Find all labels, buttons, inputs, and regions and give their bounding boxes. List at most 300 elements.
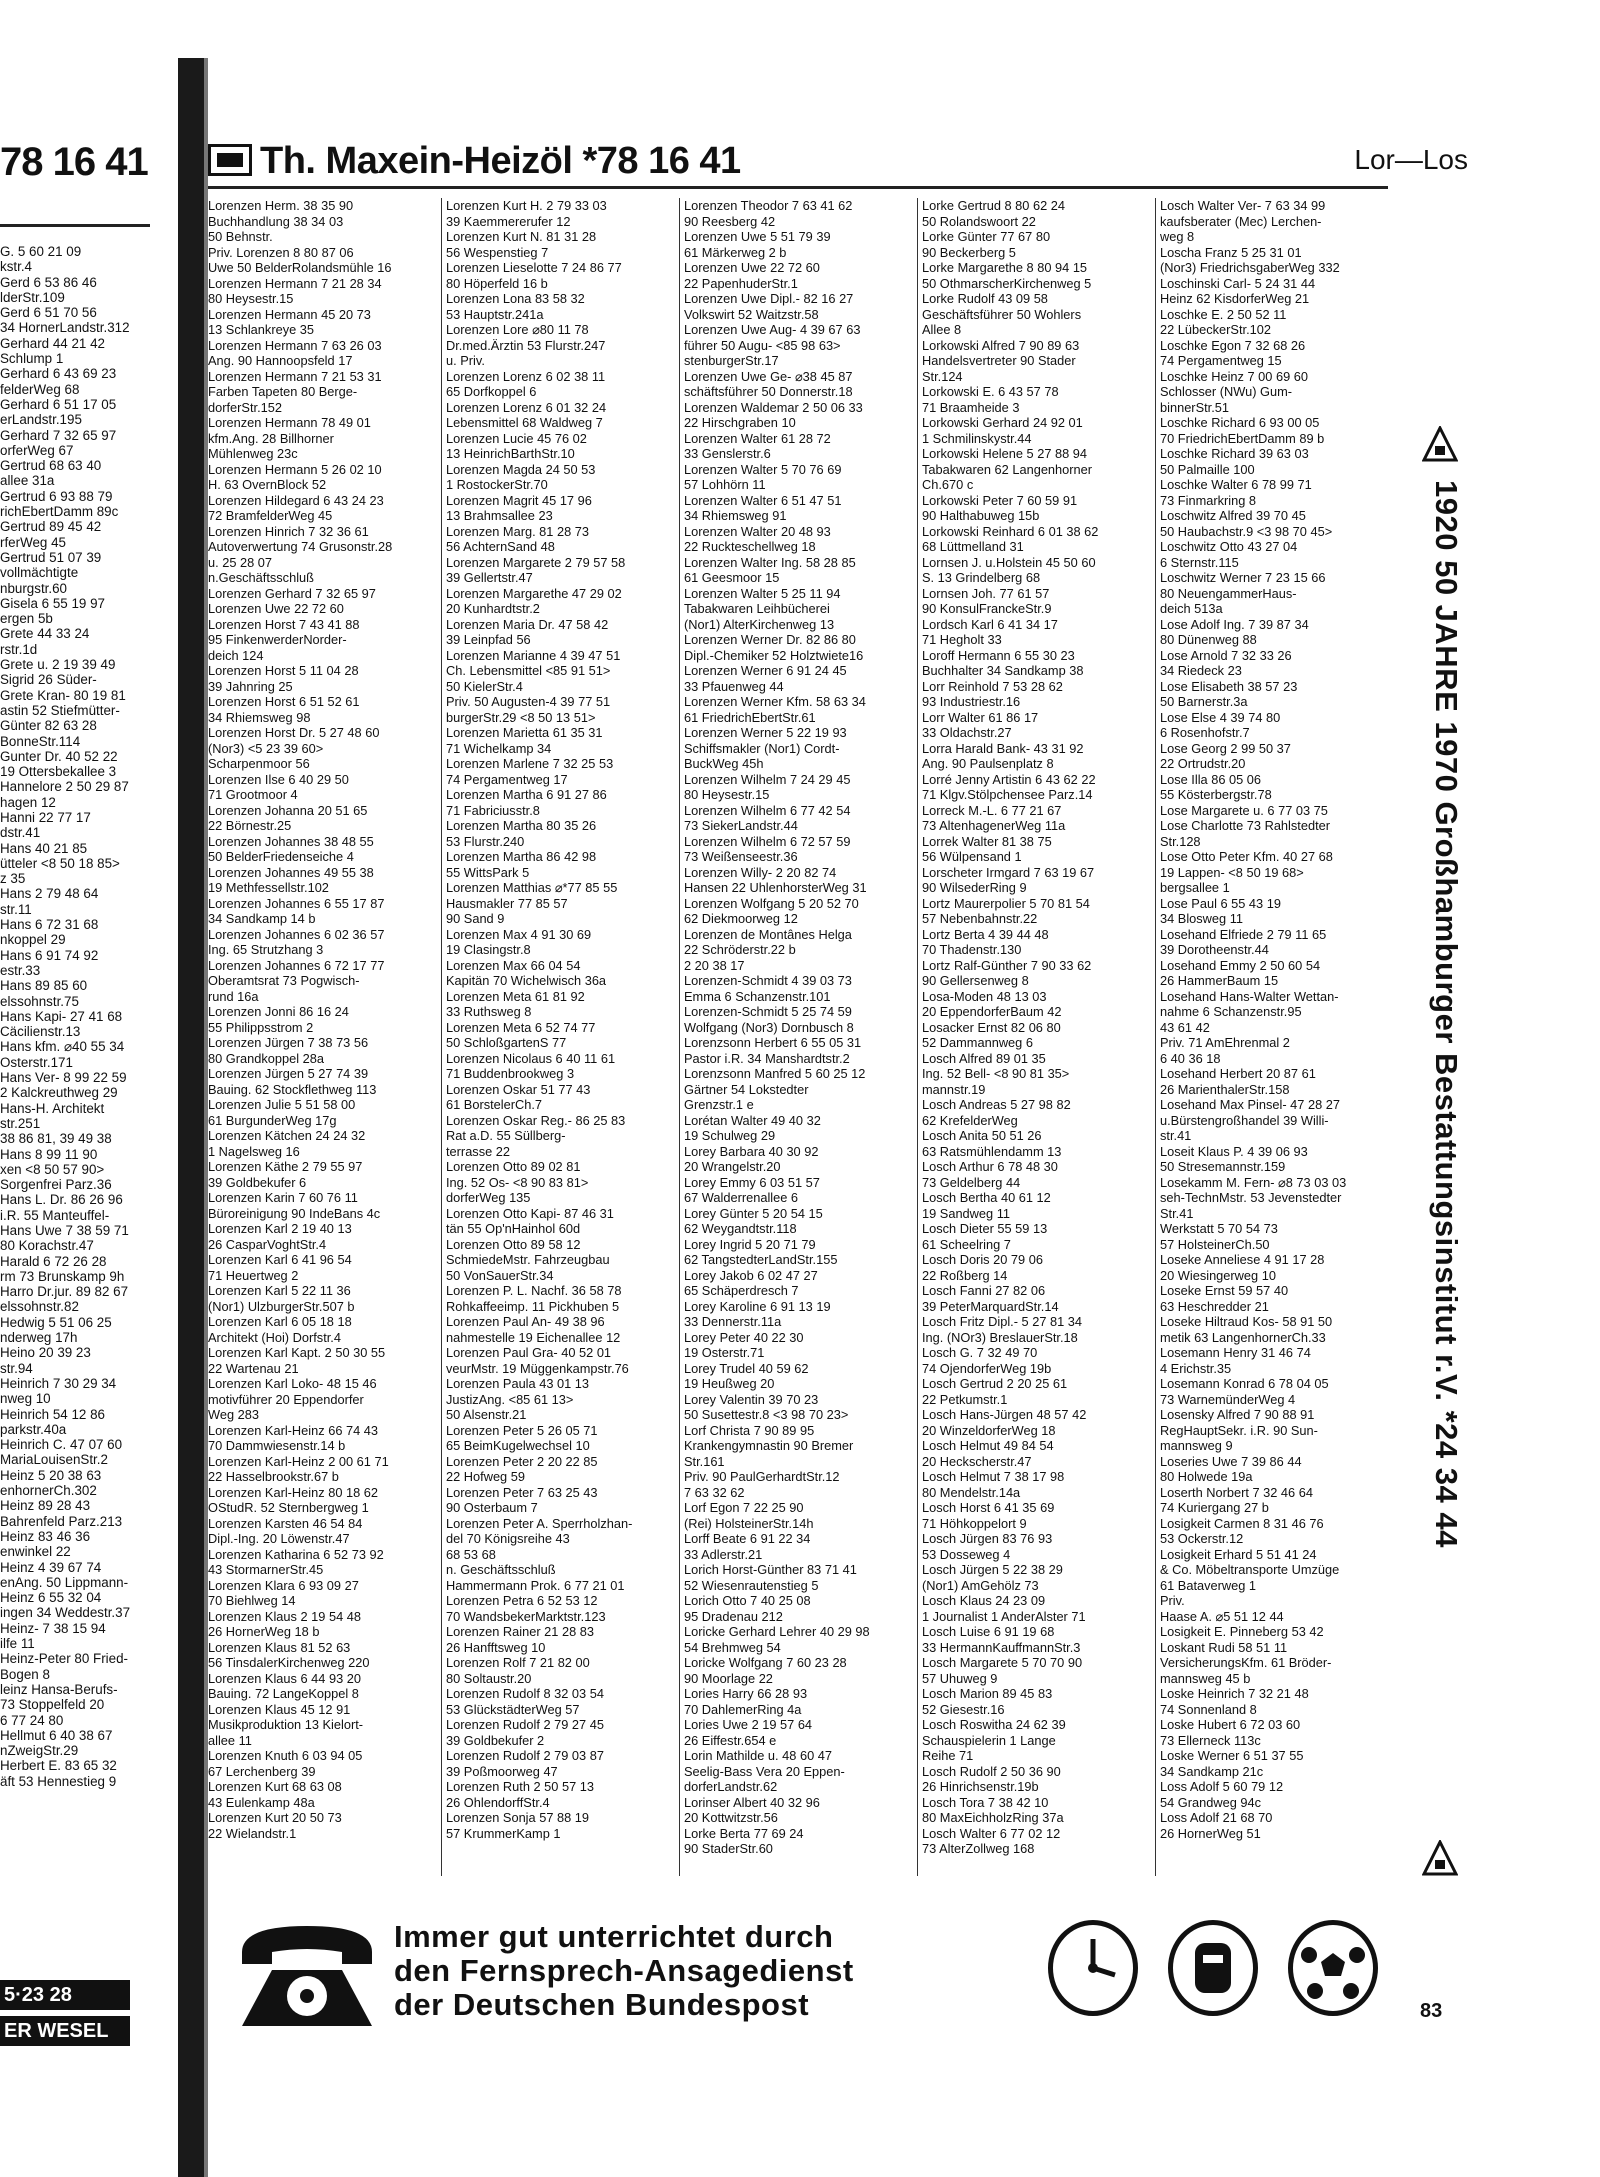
directory-entry-line: 34 Blosweg 11 (1160, 911, 1243, 926)
directory-entry-line: Lorenzen Kurt 20 50 73 (208, 1810, 342, 1825)
directory-entry-line: Lose Illa 86 05 06 (1160, 771, 1262, 787)
directory-entry-line: Loschinski Carl- 5 24 31 44 (1160, 275, 1316, 291)
directory-entry-line: Lorenzen Max 4 91 30 69 (446, 926, 592, 942)
directory-entry-line: Lorey Valentin 39 70 23 (684, 1391, 819, 1407)
directory-entry-line: Lorey Trudel 40 59 62 (684, 1360, 809, 1376)
directory-entry-line: 63 Heschredder 21 (1160, 1298, 1269, 1314)
directory-entry-line: Lorenzen Hermann 7 21 53 31 (208, 368, 382, 384)
bundespost-ad (208, 1912, 1388, 2032)
left-entry-line: Schlump 1 (0, 351, 64, 367)
left-entry-line: Heinz 83 46 36 (0, 1528, 91, 1544)
directory-entry-line: Haase A. ⌀5 51 12 44 (1160, 1608, 1284, 1624)
directory-column-4 (922, 198, 1150, 1876)
directory-entry-line: burgerStr.29 <8 50 13 51> (446, 709, 596, 725)
left-entry-line: hagen 12 (0, 794, 56, 810)
left-entry-line: 19 Ottersbekallee 3 (0, 764, 117, 780)
ad-line-3: der Deutschen Bundespost (394, 1987, 810, 2022)
directory-entry-line: Lornsen J. u.Holstein 45 50 60 (922, 554, 1096, 570)
directory-entry-line: Lorenzen Johannes 49 55 38 (208, 864, 374, 880)
directory-entry-line: Losch Hans-Jürgen 48 57 42 (922, 1407, 1087, 1422)
directory-entry-line: 74 Kuriergang 27 b (1160, 1500, 1269, 1515)
directory-entry-line: Lorenzen Margarethe 47 29 02 (446, 585, 622, 601)
directory-entry-line: 39 Goldbekufer 6 (208, 1174, 307, 1190)
directory-entry-line: Lorkowski E. 6 43 57 78 (922, 384, 1059, 399)
football-icon (1288, 1920, 1378, 2016)
directory-entry-line: Loricke Wolfgang 7 60 23 28 (684, 1655, 847, 1670)
directory-entry-line: Lorenzen Rudolf 8 32 03 54 (446, 1686, 604, 1701)
directory-entry-line: 52 Giesestr.16 (922, 1701, 1005, 1717)
directory-entry-line: n.Geschäftsschluß (208, 570, 314, 585)
directory-entry-line: Lorenzen Hinrich 7 32 36 61 (208, 523, 369, 539)
directory-entry-line: Losch Doris 20 79 06 (922, 1252, 1043, 1267)
directory-entry-line: 70 Biehlweg 14 (208, 1593, 296, 1608)
left-entry-line: Bahrenfeld Parz.213 (0, 1513, 123, 1529)
directory-entry-line: Losch Arthur 6 78 48 30 (922, 1159, 1058, 1174)
left-entry-line: Hellmut 6 40 38 67 (0, 1727, 113, 1743)
left-entry-line: Heinz-Peter 80 Fried- (0, 1651, 129, 1667)
directory-entry-line: H. 63 OvernBlock 52 (208, 477, 327, 492)
ad-line-1: Immer gut unterrichtet durch (394, 1919, 834, 1954)
left-entry-line: G. 5 60 21 09 (0, 244, 82, 259)
directory-entry-line: 50 SchloßgartenS 77 (446, 1035, 567, 1050)
directory-entry-line: 71 Braamheide 3 (922, 399, 1020, 415)
directory-entry-line: Lorenzen Karl 5 22 11 36 (208, 1283, 351, 1298)
directory-entry-line: Farben Tapeten 80 Berge- (208, 384, 358, 399)
directory-entry-line: 50 VonSauerStr.34 (446, 1267, 554, 1283)
directory-entry-line: führer 50 Augu- <85 98 63> (684, 337, 841, 353)
directory-entry-line: 54 Grandweg 94c (1160, 1794, 1262, 1810)
directory-entry-line: 57 KrummerKamp 1 (446, 1825, 561, 1841)
left-entry-line: parkstr.40a (0, 1421, 67, 1437)
left-entry-line: rm 73 Brunskamp 9h (0, 1268, 125, 1284)
left-entry-line: Gunter Dr. 40 52 22 (0, 748, 118, 764)
directory-entry-line: Uwe 50 BelderRolandsmühle 16 (208, 260, 392, 275)
directory-entry-line: Lorenzen Max 66 04 54 (446, 957, 581, 973)
triangle-logo-icon (1422, 426, 1458, 462)
directory-entry-line: Lose Charlotte 73 Rahlstedter (1160, 818, 1331, 833)
directory-entry-line: 80 NeuengammerHaus- (1160, 585, 1297, 601)
directory-entry-line: Lorenzen Johannes 6 55 17 87 (208, 895, 385, 911)
directory-entry-line: 19 Sandweg 11 (922, 1205, 1010, 1221)
directory-entry-line: weg 8 (1160, 229, 1195, 244)
directory-entry-line: 90 StaderStr.60 (684, 1841, 773, 1856)
directory-entry-line: Lorenzen Jonni 86 16 24 (208, 1004, 349, 1019)
directory-entry-line: Lorenzen Rudolf 2 79 27 45 (446, 1717, 604, 1732)
directory-entry-line: Wolfgang (Nor3) Dornbusch 8 (684, 1019, 854, 1035)
directory-entry-line: Rat a.D. 55 Süllberg- (446, 1128, 566, 1143)
directory-entry-line: 90 Halthabuweg 15b (922, 508, 1040, 523)
directory-entry-line: dorferWeg 135 (446, 1190, 531, 1205)
directory-entry-line: 73 WarnemünderWeg 4 (1160, 1391, 1296, 1407)
directory-entry-line: 67 Lerchenberg 39 (208, 1763, 316, 1779)
directory-entry-line: Ing. 52 Bell- <8 90 81 35> (922, 1066, 1070, 1081)
directory-entry-line: Werkstatt 5 70 54 73 (1160, 1221, 1278, 1236)
left-entry-line: Hans 89 85 60 (0, 978, 88, 994)
directory-entry-line: Lorenzen Karl-Heinz 66 74 43 (208, 1422, 379, 1438)
directory-entry-line: Loske Heinrich 7 32 21 48 (1160, 1686, 1309, 1701)
directory-entry-line: Losch Alfred 89 01 35 (922, 1050, 1046, 1066)
directory-entry-line: Lorenzen Werner Kfm. 58 63 34 (684, 694, 866, 709)
left-entry-line: Heinz- 7 38 15 94 (0, 1620, 106, 1636)
directory-entry-line: 80 Mendelstr.14a (922, 1484, 1021, 1500)
directory-entry-line: dorferStr.152 (208, 399, 282, 415)
directory-entry-line: 39 Dorotheenstr.44 (1160, 942, 1269, 957)
left-entry-line: Heinz 4 39 67 74 (0, 1559, 102, 1575)
left-entry-line: nderweg 17h (0, 1330, 78, 1346)
directory-entry-line: Lorenzen Hermann 5 26 02 10 (208, 461, 382, 477)
directory-entry-line: 71 Wichelkamp 34 (446, 740, 552, 756)
clock-icon (1048, 1920, 1138, 2016)
left-entry-line: Günter 82 63 28 (0, 718, 97, 734)
directory-entry-line: Losch Tora 7 38 42 10 (922, 1794, 1049, 1810)
directory-entry-line: 6 40 36 18 (1160, 1050, 1221, 1066)
directory-entry-line: mannsweg 9 (1160, 1438, 1233, 1453)
left-entry-line: enhornerCh.302 (0, 1483, 97, 1499)
directory-entry-line: Lorke Günter 77 67 80 (922, 229, 1051, 244)
directory-entry-line: Lorke Gertrud 8 80 62 24 (922, 198, 1065, 213)
directory-entry-line: 26 Hinrichsenstr.19b (922, 1779, 1039, 1794)
directory-entry-line: 22 Ruckteschellweg 18 (684, 539, 816, 554)
directory-entry-line: 55 Philippsstrom 2 (208, 1019, 314, 1035)
directory-column-3 (684, 198, 912, 1876)
directory-entry-line: 80 Dünenweg 88 (1160, 632, 1257, 647)
directory-entry-line: 34 Rhiemsweg 98 (208, 709, 311, 725)
directory-entry-line: 33 Ruthsweg 8 (446, 1004, 532, 1019)
left-entry-line: ingen 34 Weddestr.37 (0, 1605, 131, 1621)
directory-entry-line: 22 PapenhuderStr.1 (684, 275, 798, 291)
directory-entry-line: Lorenzen Karsten 46 54 84 (208, 1515, 363, 1531)
directory-columns (208, 198, 1388, 1876)
directory-entry-line: Lorenzen Käthe 2 79 55 97 (208, 1159, 363, 1174)
directory-entry-line: Lorr Reinhold 7 53 28 62 (922, 678, 1063, 694)
directory-entry-line: 71 Klgv.Stölpchensee Parz.14 (922, 787, 1093, 802)
left-entry-line: leinz Hansa-Berufs- (0, 1681, 118, 1697)
left-entry-line: Grete 44 33 24 (0, 626, 90, 642)
directory-entry-line: 39 Kaemmererufer 12 (446, 213, 571, 229)
vertical-ad-text: 1920 50 JAHRE 1970 Großhamburger Bestattungsinstitut r.V. *24 34 44 (1429, 480, 1464, 1548)
directory-entry-line: Lorey Barbara 40 30 92 (684, 1143, 819, 1159)
directory-entry-line: 90 Moorlage 22 (684, 1670, 773, 1686)
directory-entry-line: Loske Werner 6 51 37 55 (1160, 1748, 1304, 1763)
directory-entry-line: Lorenzen Otto 89 58 12 (446, 1236, 581, 1252)
directory-entry-line: schäftsführer 50 Donnerstr.18 (684, 384, 853, 399)
directory-entry-line: 26 OhlendorffStr.4 (446, 1794, 550, 1810)
directory-entry-line: Lorenzen Lucie 45 76 02 (446, 430, 587, 446)
directory-entry-line: 26 HornerWeg 18 b (208, 1624, 320, 1639)
directory-entry-line: nahme 6 Schanzenstr.95 (1160, 1004, 1302, 1019)
directory-entry-line: Lorenzen Matthias ⌀*77 85 55 (446, 880, 618, 895)
directory-entry-line: terrasse 22 (446, 1143, 511, 1159)
directory-entry-line: deich 513a (1160, 601, 1223, 616)
directory-entry-line: stenburgerStr.17 (684, 353, 779, 368)
directory-entry-line: Losa-Moden 48 13 03 (922, 988, 1047, 1004)
directory-entry-line: Lories Harry 66 28 93 (684, 1686, 808, 1701)
directory-entry-line: 50 Haubachstr.9 <3 98 70 45> (1160, 523, 1333, 539)
directory-entry-line: 90 WilsederRing 9 (922, 880, 1027, 895)
directory-entry-line: Lorenzen Rudolf 2 79 03 87 (446, 1748, 604, 1763)
directory-entry-line: 26 Hanfftsweg 10 (446, 1639, 546, 1655)
directory-entry-line: Lorich Horst-Günther 83 71 41 (684, 1562, 857, 1577)
directory-entry-line: 19 Clasingstr.8 (446, 942, 531, 957)
left-entry-line: str.251 (0, 1115, 41, 1131)
directory-entry-line: Lorenzen Peter 7 63 25 43 (446, 1484, 598, 1500)
directory-entry-line: Lorenzen Werner 6 91 24 45 (684, 663, 847, 678)
directory-entry-line: Loske Hubert 6 72 03 60 (1160, 1717, 1301, 1732)
directory-entry-line: Architekt (Hoi) Dorfstr.4 (208, 1329, 341, 1345)
directory-entry-line: 6 Sternstr.115 (1160, 554, 1239, 570)
left-entry-line: Gertrud 89 45 42 (0, 519, 102, 535)
left-entry-line: Hans Ver- 8 99 22 59 (0, 1070, 127, 1086)
directory-entry-line: Losekamm M. Fern- ⌀8 73 03 03 (1160, 1174, 1347, 1190)
directory-entry-line: 56 AchternSand 48 (446, 539, 555, 554)
directory-entry-line: 20 Wiesingerweg 10 (1160, 1267, 1276, 1283)
directory-entry-line: Losehand Herbert 20 87 61 (1160, 1066, 1316, 1081)
left-entry-line: 73 Stoppelfeld 20 (0, 1697, 105, 1713)
left-entry-line: Harro Dr.jur. 89 82 67 (0, 1284, 129, 1300)
directory-entry-line: (Nor3) <5 23 39 60> (208, 740, 324, 756)
ad-line-2: den Fernsprech-Ansagedienst (394, 1953, 854, 1988)
directory-entry-line: 33 Oldachstr.27 (922, 725, 1012, 740)
directory-entry-line: tän 55 Op'nHainhol 60d (446, 1221, 581, 1236)
directory-entry-line: Lorenzen Waldemar 2 50 06 33 (684, 399, 863, 415)
directory-entry-line: Lorenzen Uwe 22 72 60 (684, 260, 820, 275)
directory-entry-line: Lorenzen Gerhard 7 32 65 97 (208, 585, 376, 601)
directory-entry-line: Lorenzen Lieselotte 7 24 86 77 (446, 260, 622, 275)
directory-entry-line: 50 Susettestr.8 <3 98 70 23> (684, 1407, 849, 1422)
left-entry-line: orferWeg 67 (0, 442, 74, 458)
directory-entry-line: 71 Grootmoor 4 (208, 787, 298, 802)
directory-entry-line: 13 Schlankreye 35 (208, 322, 314, 337)
left-entry-line: dstr.41 (0, 825, 41, 841)
directory-entry-line: veurMstr. 19 Müggenkampstr.76 (446, 1360, 629, 1376)
left-entry-line: str.11 (0, 901, 32, 917)
left-entry-line: Hans kfm. ⌀40 55 34 (0, 1039, 125, 1055)
directory-entry-line: Ang. 90 Hannoopsfeld 17 (208, 353, 353, 368)
left-entry-line: Gertrud 51 07 39 (0, 549, 102, 565)
directory-entry-line: Lorenzen Johanna 20 51 65 (208, 802, 368, 818)
left-entry-line: z 35 (0, 871, 26, 887)
directory-entry-line: Losch Luise 6 91 19 68 (922, 1624, 1055, 1639)
directory-entry-line: (Nor1) UlzburgerStr.507 b (208, 1298, 355, 1314)
left-entry-line: estr.33 (0, 962, 41, 978)
left-entry-line: Gerd 6 53 86 46 (0, 274, 97, 290)
directory-entry-line: Lorey Peter 40 22 30 (684, 1329, 804, 1345)
directory-entry-line: seh-TechnMstr. 53 Jevenstedter (1160, 1190, 1342, 1205)
directory-entry-line: Schiffsmakler (Nor1) Cordt- (684, 740, 840, 756)
directory-entry-line: Losch Walter Ver- 7 63 34 99 (1160, 198, 1326, 213)
directory-entry-line: Gärtner 54 Lokstedter (684, 1081, 809, 1097)
directory-entry-line: Lorenzen Karl 2 19 40 13 (208, 1221, 352, 1236)
directory-entry-line: 62 TangstedterLandStr.155 (684, 1252, 838, 1267)
left-entry-line: Hans Uwe 7 38 59 71 (0, 1223, 129, 1238)
directory-entry-line: Lorenzen Hildegard 6 43 24 23 (208, 492, 384, 508)
directory-entry-line: Kapitän 70 Wichelwisch 36a (446, 973, 607, 988)
directory-entry-line: Lorenzen Margarete 2 79 57 58 (446, 554, 626, 570)
left-entry-line: Grete u. 2 19 39 49 (0, 657, 116, 673)
directory-entry-line: Lorra Harald Bank- 43 31 92 (922, 740, 1084, 756)
left-entry-line: Hans 40 21 85 (0, 840, 88, 856)
directory-entry-line: Handelsvertreter 90 Stader (922, 353, 1076, 368)
directory-entry-line: Lorenzen Willy- 2 20 82 74 (684, 864, 837, 880)
left-entry-line: richEbertDamm 89c (0, 504, 119, 520)
directory-entry-line: Lories Uwe 2 19 57 64 (684, 1717, 813, 1732)
directory-entry-line: Lorenzen Horst 5 11 04 28 (208, 663, 359, 678)
directory-entry-line: 39 Leinpfad 56 (446, 632, 531, 647)
directory-entry-line: Lorke Rudolf 43 09 58 (922, 291, 1048, 306)
directory-entry-line: Lorff Beate 6 91 22 34 (684, 1531, 811, 1546)
directory-entry-line: Lorenzen Walter 5 70 76 69 (684, 461, 842, 477)
directory-entry-line: Losch Klaus 24 23 09 (922, 1593, 1046, 1608)
directory-entry-line: Lorenzen Marlene 7 32 25 53 (446, 756, 614, 771)
directory-entry-line: 53 Flurstr.240 (446, 833, 525, 849)
directory-entry-line: Losch Rudolf 2 50 36 90 (922, 1763, 1061, 1779)
directory-entry-line: Lorenzen Julie 5 51 58 00 (208, 1097, 356, 1112)
book-spine (178, 58, 204, 2177)
directory-entry-line: Lorétan Walter 49 40 32 (684, 1112, 821, 1128)
directory-entry-line: Lorenzen Rainer 21 28 83 (446, 1624, 594, 1639)
directory-entry-line: Lorenzen Marianne 4 39 47 51 (446, 647, 621, 663)
directory-entry-line: Str.41 (1160, 1205, 1194, 1221)
directory-entry-line: 80 Heysestr.15 (208, 291, 294, 306)
directory-entry-line: 26 HornerWeg 51 (1160, 1825, 1261, 1841)
directory-entry-line: Ch.670 c (922, 477, 974, 492)
directory-entry-line: Lorenzen Herm. 38 35 90 (208, 198, 354, 213)
directory-entry-line: Lorr Walter 61 86 17 (922, 709, 1039, 725)
left-entry-line: felderWeg 68 (0, 381, 80, 397)
directory-entry-line: Lorenzen Karin 7 60 76 11 (208, 1190, 358, 1205)
directory-entry-line: Losch Marion 89 45 83 (922, 1686, 1053, 1701)
left-entry-line: Hans 8 99 11 90 (0, 1146, 98, 1162)
directory-entry-line: 19 Heußweg 20 (684, 1376, 775, 1391)
directory-entry-line: Priv. 90 PaulGerhardtStr.12 (684, 1469, 840, 1484)
directory-entry-line: Lose Adolf Ing. 7 39 87 34 (1160, 616, 1309, 632)
directory-entry-line: Dipl.-Ing. 20 Löwenstr.47 (208, 1531, 350, 1546)
directory-entry-line: Reihe 71 (922, 1748, 974, 1763)
directory-entry-line: del 70 Königsreihe 43 (446, 1531, 570, 1546)
directory-entry-line: Oberamtsrat 73 Pogwisch- (208, 973, 360, 988)
left-entry-line: Hans 6 91 74 92 (0, 947, 99, 963)
directory-entry-line: Lorenzen Walter Ing. 58 28 85 (684, 554, 856, 570)
directory-entry-line: Lorenzen Klara 6 93 09 27 (208, 1577, 359, 1593)
directory-entry-line: Lorenzen Wolfgang 5 20 52 70 (684, 895, 859, 911)
directory-entry-line: Loschke Egon 7 32 68 26 (1160, 337, 1306, 353)
left-entry-line: rferWeg 45 (0, 534, 66, 550)
directory-entry-line: Schlosser (NWu) Gum- (1160, 384, 1293, 399)
directory-entry-line: 20 Kottwitzstr.56 (684, 1810, 778, 1825)
left-entry-line: Heinz 5 20 38 63 (0, 1467, 102, 1483)
directory-entry-line: Loscha Franz 5 25 31 01 (1160, 244, 1302, 260)
directory-entry-line: Hansen 22 UhlenhorsterWeg 31 (684, 880, 867, 895)
directory-entry-line: 22 Hofweg 59 (446, 1469, 525, 1484)
directory-entry-line: Lorenzen Paul An- 49 38 96 (446, 1314, 605, 1329)
directory-entry-line: Bauing. 62 Stockflethweg 113 (208, 1081, 377, 1097)
left-entry-line: Heinz 89 28 43 (0, 1498, 91, 1514)
left-entry-line: Bogen 8 (0, 1666, 50, 1682)
directory-entry-line: Lorenzen Horst 6 51 52 61 (208, 694, 360, 709)
left-page-fragment (0, 140, 178, 2060)
directory-entry-line: Lorenzen Werner Dr. 82 86 80 (684, 632, 856, 647)
left-entry-line: Hans 6 72 31 68 (0, 917, 99, 933)
directory-entry-line: Losigkeit Carmen 8 31 46 76 (1160, 1515, 1324, 1531)
left-entry-line: ilfe 11 (0, 1636, 35, 1652)
directory-entry-line: Lorenzen Uwe 22 72 60 (208, 601, 344, 616)
directory-entry-line: 65 BeimKugelwechsel 10 (446, 1438, 590, 1453)
directory-entry-line: 73 AlterZollweg 168 (922, 1841, 1035, 1856)
directory-entry-line: 65 Schäperdresch 7 (684, 1283, 799, 1298)
directory-entry-line: Losemann Konrad 6 78 04 05 (1160, 1376, 1329, 1391)
directory-entry-line: Loskant Rudi 58 51 11 (1160, 1639, 1288, 1655)
left-entry-line: Heinrich C. 47 07 60 (0, 1437, 123, 1453)
directory-entry-line: Lorenzen Jürgen 5 27 74 39 (208, 1066, 369, 1081)
directory-entry-line: Lose Margarete u. 6 77 03 75 (1160, 802, 1328, 818)
directory-entry-line: 39 Goldbekufer 2 (446, 1732, 545, 1748)
directory-entry-line: Lorich Otto 7 40 25 08 (684, 1593, 811, 1608)
directory-entry-line: Ing. (NOr3) BreslauerStr.18 (922, 1329, 1078, 1345)
directory-entry-line: 90 Osterbaum 7 (446, 1500, 538, 1515)
left-entry-line: enwinkel 22 (0, 1544, 71, 1560)
directory-entry-line: Lorkowski Peter 7 60 59 91 (922, 492, 1078, 508)
directory-entry-line: Lorenzen Klaus 2 19 54 48 (208, 1608, 361, 1624)
directory-entry-line: 53 GlückstädterWeg 57 (446, 1701, 580, 1717)
directory-entry-line: Losch Fritz Dipl.- 5 27 81 34 (922, 1314, 1083, 1329)
directory-entry-line: 13 Brahmsallee 23 (446, 508, 553, 523)
directory-entry-line: Loseries Uwe 7 39 86 44 (1160, 1453, 1302, 1469)
directory-entry-line: Krankengymnastin 90 Bremer (684, 1438, 854, 1453)
directory-entry-line: Lorenzen Karl 6 05 18 18 (208, 1314, 352, 1329)
directory-entry-line: Lorenzen Karl-Heinz 80 18 62 (208, 1484, 379, 1500)
directory-entry-line: 56 Wespenstieg 7 (446, 244, 549, 260)
directory-entry-line: Losch Jürgen 83 76 93 (922, 1531, 1053, 1546)
directory-entry-line: 50 Rolandswoort 22 (922, 213, 1036, 229)
directory-entry-line: Lorenzen Johannes 38 48 55 (208, 833, 374, 849)
directory-entry-line: 55 WittsPark 5 (446, 864, 530, 880)
directory-entry-line: Losch Jürgen 5 22 38 29 (922, 1562, 1063, 1577)
directory-entry-line: Emma 6 Schanzenstr.101 (684, 988, 831, 1004)
directory-entry-line: 73 Weißenseestr.36 (684, 849, 798, 864)
directory-entry-line: Ing. 52 Os- <8 90 83 81> (446, 1174, 589, 1190)
directory-entry-line: Lorenzen Lore ⌀80 11 78 (446, 322, 589, 337)
directory-entry-line: Lorenzen Meta 6 52 74 77 (446, 1019, 596, 1035)
left-entry-line: ütteler <8 50 18 85> (0, 855, 120, 871)
directory-entry-line: Lorenzen Theodor 7 63 41 62 (684, 198, 853, 213)
left-entry-line: BonneStr.114 (0, 733, 81, 749)
directory-entry-line: Lorenzen Otto 89 02 81 (446, 1159, 581, 1174)
directory-entry-line: Lorenzen Petra 6 52 53 12 (446, 1593, 598, 1608)
directory-entry-line: Lorkowski Gerhard 24 92 01 (922, 415, 1083, 430)
directory-entry-line: 62 Diekmoorweg 12 (684, 911, 798, 926)
directory-entry-line: Hammermann Prok. 6 77 21 01 (446, 1577, 625, 1593)
directory-entry-line: 70 DahlemerRing 4a (684, 1701, 802, 1717)
directory-entry-line: 26 HammerBaum 15 (1160, 973, 1279, 988)
directory-entry-line: Lorke Margarethe 8 80 94 15 (922, 260, 1088, 275)
ad-text (394, 1920, 854, 2022)
directory-entry-line: Dipl.-Chemiker 52 Holztwiete16 (684, 647, 864, 663)
directory-entry-line: Losch Walter 6 77 02 12 (922, 1825, 1061, 1841)
directory-entry-line: (Rei) HolsteinerStr.14h (684, 1515, 814, 1531)
directory-entry-line: Ing. 65 Strutzhang 3 (208, 942, 324, 957)
left-entry-line: elssohnstr.82 (0, 1299, 79, 1315)
directory-entry-line: Lorey Karoline 6 91 13 19 (684, 1298, 831, 1314)
directory-entry-line: 74 Sonnenland 8 (1160, 1701, 1257, 1717)
left-entry-line: MariaLouisenStr.2 (0, 1452, 108, 1468)
left-entry-line: Gerhard 44 21 42 (0, 335, 105, 351)
directory-entry-line: 50 KielerStr.4 (446, 678, 523, 694)
directory-entry-line: Hausmakler 77 85 57 (446, 895, 568, 911)
directory-entry-line: 61 Geesmoor 15 (684, 570, 780, 585)
directory-entry-line: Priv. 71 AmEhrenmal 2 (1160, 1035, 1290, 1050)
directory-entry-line: Loseke Anneliese 4 91 17 28 (1160, 1252, 1325, 1267)
directory-entry-line: 19 Lappen- <8 50 19 68> (1160, 864, 1304, 880)
